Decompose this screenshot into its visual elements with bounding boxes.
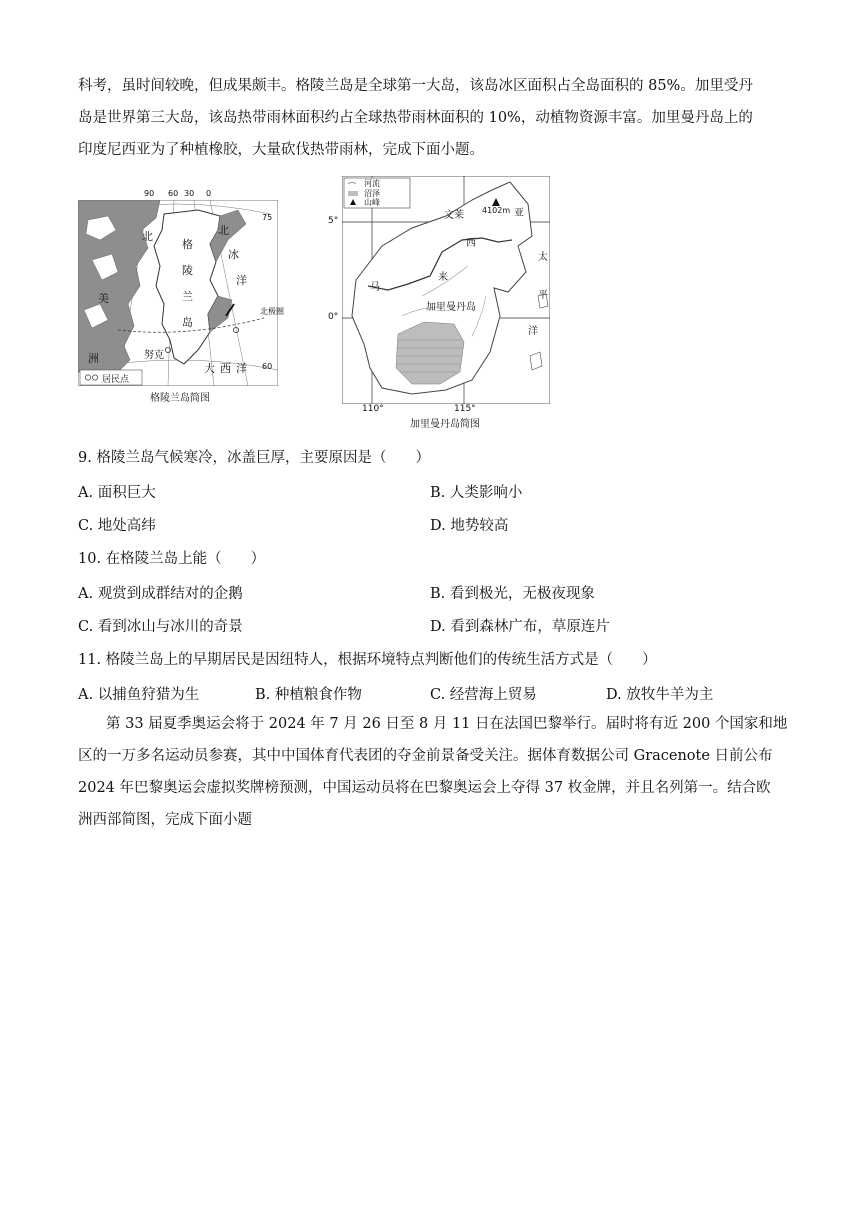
ping-label: 平 (538, 290, 548, 301)
ocean-south-char-3: 洋 (236, 362, 247, 375)
legend-peak-label: 山峰 (364, 198, 380, 207)
lon-label-60: 60 (168, 189, 179, 198)
lon110-label: 110° (362, 404, 384, 414)
ocean-north-char-2: 冰 (228, 248, 239, 261)
ma-label: 马 (370, 282, 380, 293)
continent-char-1: 美 (98, 292, 109, 305)
olympics-line-4: 洲西部简图，完成下面小题 (78, 812, 252, 828)
legend-settlement-label: 居民点 (102, 375, 130, 385)
peak-elevation-label: 4102m (482, 206, 511, 215)
continent-char-2: 洲 (88, 352, 99, 365)
ocean-north-char-1: 北 (218, 224, 229, 237)
lat0-label: 0° (328, 312, 339, 322)
greenland-caption: 格陵兰岛简图 (150, 393, 210, 404)
lon-label-90: 90 (144, 189, 155, 198)
olympics-line-3: 2024 年巴黎奥运会虚拟奖牌榜预测，中国运动员将在巴黎奥运会上夺得 37 枚金牌，并且名列第一。结合欧 (78, 780, 771, 796)
island-char-1: 格 (182, 238, 193, 251)
lai-label: 来 (438, 272, 448, 283)
legend-river-label: 河流 (364, 179, 380, 188)
question-10-stem: 10. 在格陵兰岛上能（ ） (78, 551, 266, 567)
question-9-stem: 9. 格陵兰岛气候寒冷，冰盖巨厚，主要原因是（ ） (78, 450, 430, 466)
tai-label: 太 (538, 252, 548, 263)
xi-label: 西 (466, 238, 476, 249)
island-char-2: 陵 (182, 264, 193, 277)
q10-option-a[interactable]: A. 观赏到成群结对的企鹅 (78, 586, 243, 602)
arctic-circle-label: 北极圈 (260, 307, 284, 316)
intro-line-3: 印度尼西亚为了种植橡胶，大量砍伐热带雨林，完成下面小题。 (78, 142, 484, 158)
olympics-line-2: 区的一万多名运动员参赛，其中中国体育代表团的夺金前景备受关注。据体育数据公司 Gracenote 日前公布 (78, 748, 773, 764)
q9-option-c[interactable]: C. 地处高纬 (78, 518, 156, 534)
lon-label-0: 0 (206, 189, 212, 198)
ocean-north-char-3: 洋 (236, 274, 247, 287)
lat-label-60: 60 (262, 362, 273, 371)
intro-line-2: 岛是世界第三大岛，该岛热带雨林面积约占全球热带雨林面积的 10%，动植物资源丰富。加里曼丹岛上的 (78, 110, 753, 126)
q11-option-d[interactable]: D. 放牧牛羊为主 (606, 687, 714, 703)
island-char-4: 岛 (182, 316, 193, 329)
q11-option-a[interactable]: A. 以捕鱼狩猎为生 (78, 687, 200, 703)
ya-label: 亚 (514, 208, 524, 219)
ocean-south-char-2: 西 (220, 362, 231, 375)
island-name-label: 加里曼丹岛 (426, 302, 476, 313)
borneo-map (328, 176, 550, 430)
ocean-south-char-1: 大 (204, 362, 215, 375)
q10-option-d[interactable]: D. 看到森林广布，草原连片 (430, 619, 610, 635)
yang-label: 洋 (528, 326, 538, 337)
borneo-caption: 加里曼丹岛简图 (410, 419, 480, 430)
q9-option-d[interactable]: D. 地势较高 (430, 518, 509, 534)
greenland-map (78, 189, 284, 404)
brunei-label: 文莱 (444, 210, 464, 221)
question-11-stem: 11. 格陵兰岛上的早期居民是因纽特人，根据环境特点判断他们的传统生活方式是（ ） (78, 652, 657, 668)
q11-option-b[interactable]: B. 种植粮食作物 (255, 687, 362, 703)
q10-option-b[interactable]: B. 看到极光，无极夜现象 (430, 586, 595, 602)
olympics-paragraph (78, 708, 788, 836)
q9-option-a[interactable]: A. 面积巨大 (78, 485, 156, 501)
q11-option-c[interactable]: C. 经营海上贸易 (430, 687, 537, 703)
lon-label-30: 30 (184, 189, 195, 198)
q9-option-b[interactable]: B. 人类影响小 (430, 485, 523, 501)
island-char-3: 兰 (182, 290, 193, 303)
q10-option-c[interactable]: C. 看到冰山与冰川的奇景 (78, 619, 243, 635)
olympics-line-1: 第 33 届夏季奥运会将于 2024 年 7 月 26 日至 8 月 11 日在法国巴黎举行。届时将有近 200 个国家和地 (106, 716, 788, 732)
lat5-label: 5° (328, 216, 339, 226)
lat-label-75: 75 (262, 213, 273, 222)
legend-swamp-label: 沼泽 (364, 189, 380, 198)
lon115-label: 115° (454, 404, 476, 414)
intro-paragraph (78, 70, 778, 166)
bei-left-label: 北 (142, 230, 153, 243)
nuuk-label: 努克 (144, 350, 164, 361)
intro-line-1: 科考，虽时间较晚，但成果颇丰。格陵兰岛是全球第一大岛，该岛冰区面积占全岛面积的 85%。加里受丹 (78, 78, 753, 94)
